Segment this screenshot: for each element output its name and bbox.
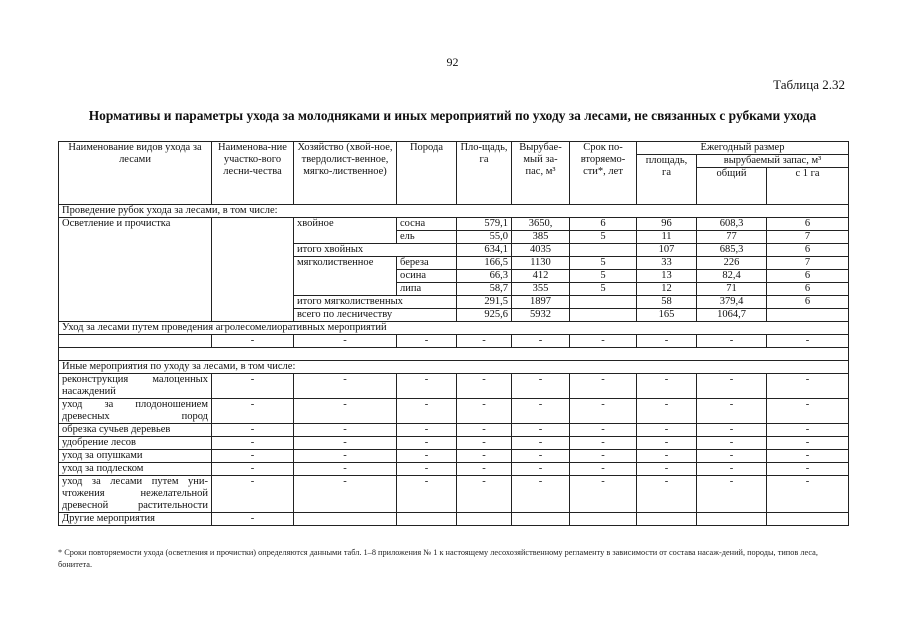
dash-cell: - — [570, 424, 637, 437]
dash-cell: - — [294, 437, 397, 450]
annual-area: 11 — [637, 231, 697, 244]
empty-cell — [59, 335, 212, 348]
table-row — [59, 374, 849, 399]
area: 58,7 — [457, 283, 512, 296]
dash-cell: - — [212, 513, 294, 526]
dash-cell: - — [512, 374, 570, 399]
section-row — [59, 361, 849, 374]
period: 5 — [570, 257, 637, 270]
empty-cell — [637, 513, 697, 526]
area: 55,0 — [457, 231, 512, 244]
section-title: Проведение рубок ухода за лесами, в том числе: — [59, 205, 849, 218]
dash-cell: - — [212, 374, 294, 399]
dash-cell: - — [457, 450, 512, 463]
header-row — [59, 142, 849, 155]
dash-cell: - — [457, 374, 512, 399]
area: 634,1 — [457, 244, 512, 257]
annual-area: 13 — [637, 270, 697, 283]
header-cell: Пло-щадь, га — [457, 142, 512, 205]
annual-per-ha: 6 — [767, 283, 849, 296]
area: 166,5 — [457, 257, 512, 270]
dash-cell: - — [637, 424, 697, 437]
dash-cell: - — [697, 437, 767, 450]
dash-cell: - — [212, 476, 294, 513]
dash-cell: - — [294, 450, 397, 463]
dash-cell: - — [570, 450, 637, 463]
dash-cell: - — [767, 437, 849, 450]
annual-area: 33 — [637, 257, 697, 270]
header-cell: Порода — [397, 142, 457, 205]
table-row — [59, 437, 849, 450]
dash-cell: - — [457, 463, 512, 476]
annual-per-ha: 7 — [767, 231, 849, 244]
dash-cell: - — [512, 463, 570, 476]
dash-cell: - — [294, 463, 397, 476]
header-cell: площадь, га — [637, 155, 697, 205]
dash-cell: - — [397, 463, 457, 476]
dash-cell: - — [294, 476, 397, 513]
table-row — [59, 450, 849, 463]
dash-cell: - — [767, 476, 849, 513]
header-cell: Хозяйство (хвой-ное, твердолист-венное, мягко-лиственное) — [294, 142, 397, 205]
species: ель — [397, 231, 457, 244]
activity-name: уход за плодоношением древесных пород — [59, 399, 212, 424]
dash-cell: - — [294, 424, 397, 437]
farm-type: хвойное — [294, 218, 397, 244]
activity-name: обрезка сучьев деревьев — [59, 424, 212, 437]
header-cell: Наименование видов ухода за лесами — [59, 142, 212, 205]
annual-area: 12 — [637, 283, 697, 296]
species: липа — [397, 283, 457, 296]
dash-cell: - — [767, 424, 849, 437]
dash-cell: - — [512, 335, 570, 348]
species: сосна — [397, 218, 457, 231]
activity-name: реконструкция малоценных насаждений — [59, 374, 212, 399]
dash-cell: - — [457, 335, 512, 348]
dash-cell: - — [457, 424, 512, 437]
annual-per-ha: 6 — [767, 296, 849, 309]
dash-cell: - — [397, 399, 457, 424]
header-cell: Наименова-ние участко-вого лесни-чества — [212, 142, 294, 205]
header-cell: с 1 га — [767, 168, 849, 205]
volume: 1897 — [512, 296, 570, 309]
dash-cell: - — [397, 374, 457, 399]
dash-cell: - — [637, 399, 697, 424]
farm-type: мягколиственное — [294, 257, 397, 296]
area: 579,1 — [457, 218, 512, 231]
empty-cell — [767, 513, 849, 526]
table-title: Нормативы и параметры ухода за молодняками и иных мероприятий по уходу за лесами, не связанных с рубками ухода — [88, 108, 817, 123]
empty-cell — [397, 513, 457, 526]
dash-cell: - — [570, 437, 637, 450]
dash-cell: - — [697, 463, 767, 476]
table-row — [59, 335, 849, 348]
table-row — [59, 424, 849, 437]
annual-total: 608,3 — [697, 218, 767, 231]
annual-total: 226 — [697, 257, 767, 270]
volume: 4035 — [512, 244, 570, 257]
activity-name: уход за подлеском — [59, 463, 212, 476]
dash-cell: - — [397, 335, 457, 348]
activity-name: удобрение лесов — [59, 437, 212, 450]
header-cell: Ежегодный размер — [637, 142, 849, 155]
annual-area: 107 — [637, 244, 697, 257]
dash-cell: - — [212, 399, 294, 424]
annual-area: 165 — [637, 309, 697, 322]
dash-cell: - — [512, 437, 570, 450]
empty-row — [59, 348, 849, 361]
header-cell: вырубаемый запас, м³ — [697, 155, 849, 168]
period — [570, 309, 637, 322]
header-cell: Срок по-вторяемо-сти*, лет — [570, 142, 637, 205]
dash-cell: - — [570, 335, 637, 348]
table-row — [59, 399, 849, 424]
dash-cell: - — [397, 450, 457, 463]
dash-cell: - — [397, 476, 457, 513]
volume: 412 — [512, 270, 570, 283]
dash-cell: - — [397, 437, 457, 450]
annual-area: 58 — [637, 296, 697, 309]
dash-cell: - — [637, 450, 697, 463]
empty-cell — [512, 513, 570, 526]
annual-total: 77 — [697, 231, 767, 244]
dash-cell: - — [457, 437, 512, 450]
dash-cell: - — [570, 374, 637, 399]
section-title: Уход за лесами путем проведения агролесомелиоративных мероприятий — [59, 322, 849, 335]
dash-cell: - — [512, 424, 570, 437]
dash-cell: - — [637, 463, 697, 476]
empty-cell — [457, 513, 512, 526]
dash-cell: - — [697, 424, 767, 437]
empty-cell — [294, 513, 397, 526]
period: 5 — [570, 283, 637, 296]
activity-name: уход за опушками — [59, 450, 212, 463]
dash-cell: - — [512, 399, 570, 424]
period — [570, 296, 637, 309]
table-row — [59, 348, 849, 361]
empty-cell — [570, 513, 637, 526]
dash-cell: - — [212, 450, 294, 463]
dash-cell: - — [697, 399, 767, 424]
area: 291,5 — [457, 296, 512, 309]
table-label: Таблица 2.32 — [773, 77, 845, 92]
area: 66,3 — [457, 270, 512, 283]
norms-table — [58, 141, 849, 526]
table-row — [59, 476, 849, 513]
annual-per-ha — [767, 309, 849, 322]
table-row — [59, 463, 849, 476]
annual-total: 82,4 — [697, 270, 767, 283]
dash-cell: - — [212, 424, 294, 437]
volume: 5932 — [512, 309, 570, 322]
section-row — [59, 322, 849, 335]
dash-cell: - — [767, 463, 849, 476]
dash-cell: - — [294, 399, 397, 424]
annual-total: 379,4 — [697, 296, 767, 309]
species: осина — [397, 270, 457, 283]
volume: 385 — [512, 231, 570, 244]
activity-name: уход за лесами путем уни-чтожения нежелательной древесной растительности — [59, 476, 212, 513]
annual-per-ha: 6 — [767, 218, 849, 231]
annual-per-ha: 6 — [767, 270, 849, 283]
dash-cell: - — [457, 476, 512, 513]
forestry-cell — [212, 218, 294, 322]
dash-cell: - — [512, 450, 570, 463]
dash-cell: - — [294, 374, 397, 399]
period — [570, 244, 637, 257]
activity-name: Осветление и прочистка — [59, 218, 212, 322]
area: 925,6 — [457, 309, 512, 322]
activity-name: Другие мероприятия — [59, 513, 212, 526]
volume: 1130 — [512, 257, 570, 270]
subtotal-label: итого мягколиственных — [294, 296, 457, 309]
annual-total: 685,3 — [697, 244, 767, 257]
header-cell: Вырубае-мый за-пас, м³ — [512, 142, 570, 205]
page-number: 92 — [446, 55, 459, 69]
dash-cell: - — [212, 335, 294, 348]
dash-cell: - — [767, 374, 849, 399]
annual-per-ha: 6 — [767, 244, 849, 257]
dash-cell: - — [767, 450, 849, 463]
annual-total: 71 — [697, 283, 767, 296]
table-row — [59, 218, 849, 231]
period: 5 — [570, 270, 637, 283]
section-title: Иные мероприятия по уходу за лесами, в том числе: — [59, 361, 849, 374]
table-row — [59, 513, 849, 526]
dash-cell: - — [697, 335, 767, 348]
period: 6 — [570, 218, 637, 231]
volume: 3650, — [512, 218, 570, 231]
footnote: * Сроки повторяемости ухода (осветления и прочистки) определяются данными табл. 1–8 приложения № 1 к настоящему лесохозяйственному регламенту в зависимости от состава насаж-дений, породы, типов леса, бонитета. — [58, 548, 818, 569]
dash-cell: - — [637, 476, 697, 513]
dash-cell: - — [637, 374, 697, 399]
dash-cell: - — [767, 399, 849, 424]
dash-cell: - — [637, 335, 697, 348]
subtotal-label: итого хвойных — [294, 244, 457, 257]
species: береза — [397, 257, 457, 270]
header-cell: общий — [697, 168, 767, 205]
dash-cell: - — [767, 335, 849, 348]
dash-cell: - — [397, 424, 457, 437]
dash-cell: - — [697, 374, 767, 399]
dash-cell: - — [212, 463, 294, 476]
empty-cell — [697, 513, 767, 526]
dash-cell: - — [570, 399, 637, 424]
total-label: всего по лесничеству — [294, 309, 457, 322]
dash-cell: - — [570, 476, 637, 513]
dash-cell: - — [457, 399, 512, 424]
section-row — [59, 205, 849, 218]
dash-cell: - — [512, 476, 570, 513]
annual-per-ha: 7 — [767, 257, 849, 270]
annual-area: 96 — [637, 218, 697, 231]
dash-cell: - — [697, 476, 767, 513]
annual-total: 1064,7 — [697, 309, 767, 322]
dash-cell: - — [570, 463, 637, 476]
volume: 355 — [512, 283, 570, 296]
dash-cell: - — [697, 450, 767, 463]
dash-cell: - — [637, 437, 697, 450]
dash-cell: - — [212, 437, 294, 450]
dash-cell: - — [294, 335, 397, 348]
period: 5 — [570, 231, 637, 244]
